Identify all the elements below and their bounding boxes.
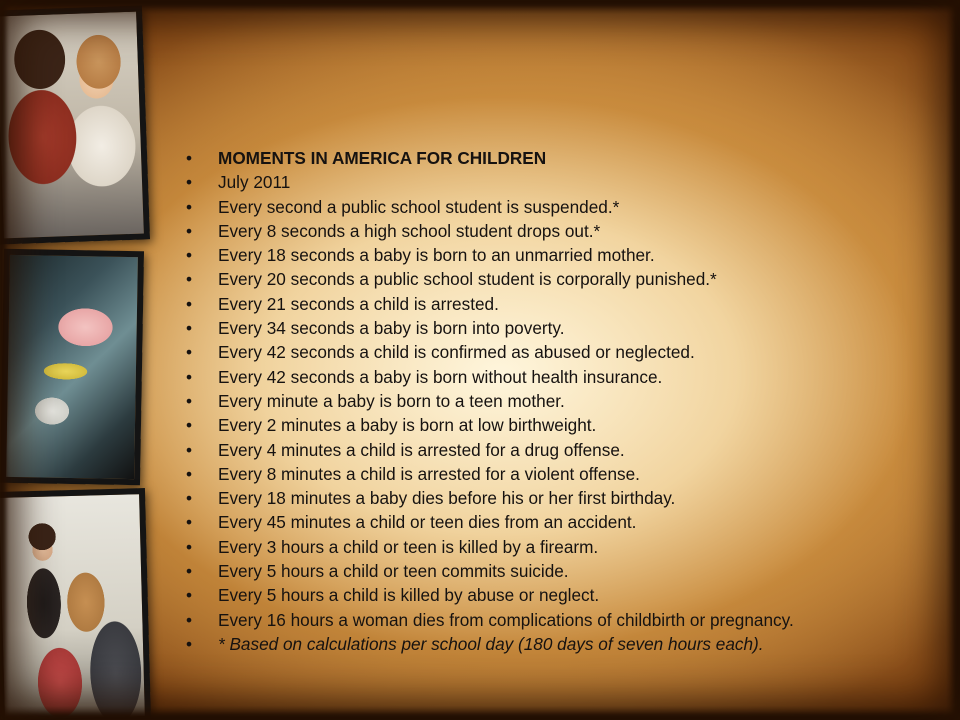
- bullet-glyph: •: [186, 585, 193, 606]
- list-item: [186, 195, 916, 219]
- bullet-glyph: •: [186, 269, 193, 290]
- list-item-text: * Based on calculations per school day (180 days of seven hours each).: [218, 633, 764, 654]
- list-item-text: July 2011: [218, 172, 291, 193]
- bullet-glyph: •: [186, 366, 193, 387]
- list-item-date: [186, 170, 916, 194]
- bullet-glyph: •: [186, 318, 193, 339]
- bullet-glyph: •: [186, 342, 193, 363]
- list-item: [186, 340, 916, 364]
- list-item: [186, 559, 916, 583]
- border-bottom: [0, 706, 960, 720]
- border-right: [946, 0, 960, 720]
- list-item-text: Every 18 seconds a baby is born to an unmarried mother.: [218, 245, 655, 266]
- list-item: [186, 462, 916, 486]
- list-item: [186, 583, 916, 607]
- bullet-glyph: •: [186, 512, 193, 533]
- list-item-text: Every 5 hours a child is killed by abuse or neglect.: [218, 585, 600, 606]
- bullet-glyph: •: [186, 561, 193, 582]
- bullet-glyph: •: [186, 390, 193, 411]
- list-item: [186, 243, 916, 267]
- list-item-text: Every 45 minutes a child or teen dies from an accident.: [218, 512, 637, 533]
- bullet-glyph: •: [186, 536, 193, 557]
- list-item-text: Every second a public school student is suspended.*: [218, 196, 620, 217]
- list-item: [186, 389, 916, 413]
- list-item-text: Every 34 seconds a baby is born into poverty.: [218, 318, 565, 339]
- list-item-text: Every 5 hours a child or teen commits suicide.: [218, 561, 569, 582]
- teacher-classroom-photo: [0, 488, 151, 720]
- list-item-text: Every 16 hours a woman dies from complications of childbirth or pregnancy.: [218, 609, 794, 630]
- bullet-list-container: [186, 146, 916, 656]
- list-item-text: Every minute a baby is born to a teen mother.: [218, 390, 565, 411]
- list-item-text: Every 4 minutes a child is arrested for a drug offense.: [218, 439, 625, 460]
- students-reading-photo: [0, 5, 150, 244]
- list-item: [186, 219, 916, 243]
- chalkboard-tray-photo: [0, 249, 144, 485]
- list-item-text: Every 20 seconds a public school student is corporally punished.*: [218, 269, 717, 290]
- bullet-glyph: •: [186, 463, 193, 484]
- list-item-footnote: [186, 632, 916, 656]
- bullet-glyph: •: [186, 415, 193, 436]
- list-item: [186, 292, 916, 316]
- list-item-text: Every 8 seconds a high school student drops out.*: [218, 220, 601, 241]
- bullet-glyph: •: [186, 488, 193, 509]
- list-item: [186, 413, 916, 437]
- list-item-text: Every 18 minutes a baby dies before his or her first birthday.: [218, 488, 676, 509]
- bullet-glyph: •: [186, 220, 193, 241]
- list-item: [186, 608, 916, 632]
- bullet-glyph: •: [186, 293, 193, 314]
- list-item: [186, 316, 916, 340]
- list-item: [186, 365, 916, 389]
- list-item-text: Every 8 minutes a child is arrested for a violent offense.: [218, 463, 640, 484]
- bullet-glyph: •: [186, 245, 193, 266]
- list-item: [186, 267, 916, 291]
- list-item: [186, 535, 916, 559]
- bullet-list: [186, 146, 916, 656]
- list-item: [186, 438, 916, 462]
- bullet-glyph: •: [186, 172, 193, 193]
- list-item: [186, 510, 916, 534]
- list-item-text: MOMENTS IN AMERICA FOR CHILDREN: [218, 148, 547, 168]
- list-item-text: Every 42 seconds a child is confirmed as abused or neglected.: [218, 342, 695, 363]
- bullet-glyph: •: [186, 148, 193, 168]
- bullet-glyph: •: [186, 439, 193, 460]
- bullet-glyph: •: [186, 609, 193, 630]
- border-top: [0, 0, 960, 14]
- list-item-text: Every 42 seconds a baby is born without health insurance.: [218, 366, 663, 387]
- list-item-text: Every 3 hours a child or teen is killed by a firearm.: [218, 536, 599, 557]
- list-item: [186, 486, 916, 510]
- list-item-text: Every 2 minutes a baby is born at low birthweight.: [218, 415, 597, 436]
- bullet-glyph: •: [186, 633, 193, 654]
- bullet-glyph: •: [186, 196, 193, 217]
- list-item-text: Every 21 seconds a child is arrested.: [218, 293, 499, 314]
- list-item-title: [186, 146, 916, 170]
